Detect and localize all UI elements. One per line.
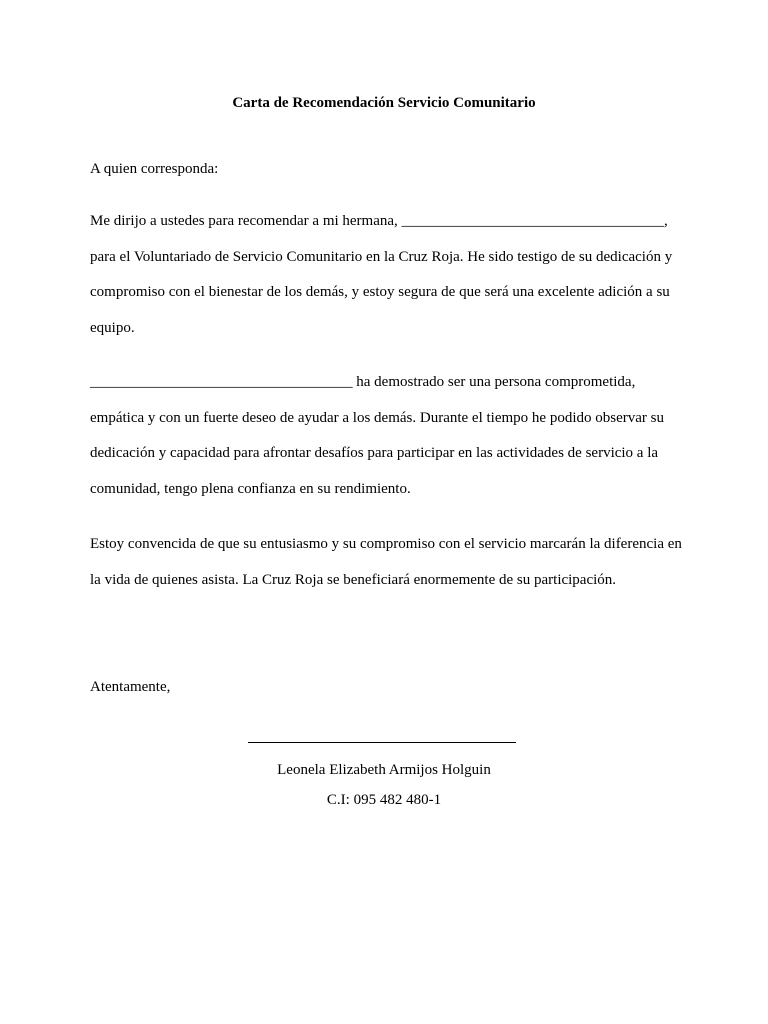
paragraph-1: Me dirijo a ustedes para recomendar a mi hermana, ___________________________________, para el Voluntariado de Servicio Comunitario en la Cruz Roja. He sido testigo de su dedicación y compromiso con el bienestar de los demás, y estoy segura de que será una excelente adición a su equipo.: [90, 213, 673, 336]
letter-title: Carta de Recomendación Servicio Comunitario: [232, 95, 536, 111]
paragraph-2: ___________________________________ ha demostrado ser una persona comprometida, empática y con un fuerte deseo de ayudar a los demás. Durante el tiempo he podido observar su dedicación y capacidad para afrontar desafíos para participar en las actividades de servicio a la comunidad, tengo plena confianza en su rendimiento.: [90, 374, 664, 497]
signature-line: [248, 742, 516, 743]
paragraph-3: Estoy convencida de que su entusiasmo y su compromiso con el servicio marcarán la diferencia en la vida de quienes asista. La Cruz Roja se beneficiará enormemente de su participación.: [90, 536, 682, 588]
signer-name: Leonela Elizabeth Armijos Holguin: [277, 762, 491, 778]
closing: Atentamente,: [90, 679, 171, 695]
salutation: A quien corresponda:: [90, 161, 219, 177]
signer-id: C.I: 095 482 480-1: [326, 792, 442, 808]
